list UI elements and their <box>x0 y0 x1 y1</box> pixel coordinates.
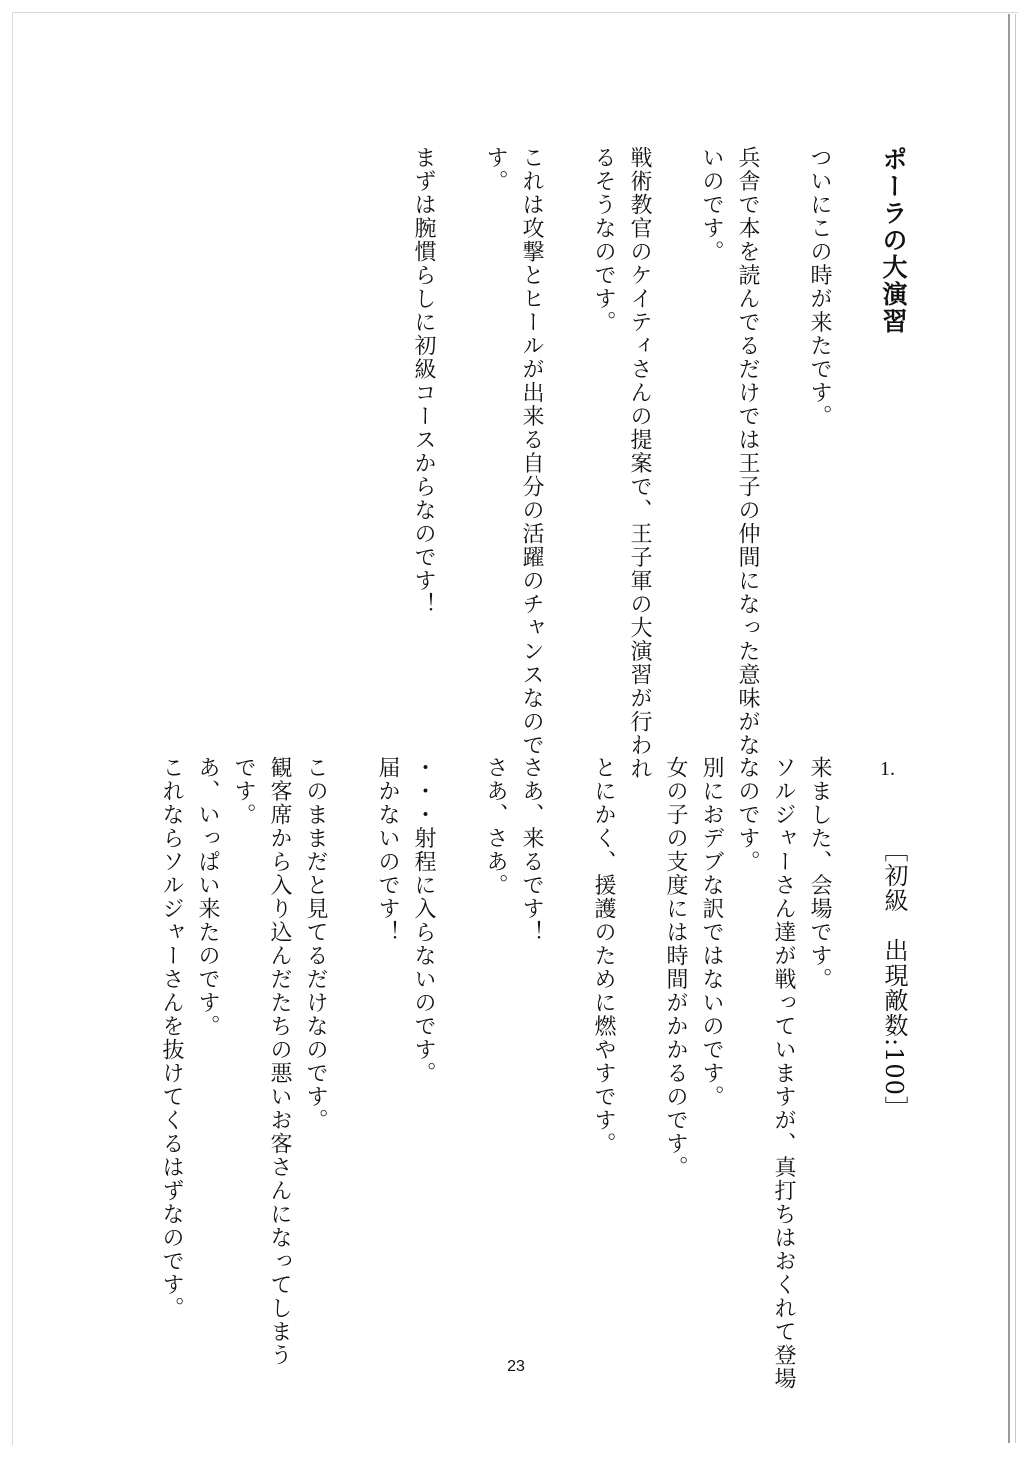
page-border-top <box>12 12 1018 13</box>
body-line: ソルジャーさん達が戦っていますが、真打ちはおくれて登場 <box>771 756 796 1391</box>
document-title: ポーラの大演習 <box>879 146 908 335</box>
page-border-left <box>12 12 13 1445</box>
body-line: です。 <box>231 756 256 827</box>
body-line: す。 <box>483 146 508 193</box>
body-line: いのです。 <box>699 146 724 264</box>
body-line: このままだと見てるだけなのです。 <box>303 756 328 1132</box>
section-heading: ［初級 出現敵数:100］ <box>880 838 908 1121</box>
page-border-right-inner <box>1015 14 1016 1443</box>
body-line: とにかく、援護のために燃やすです。 <box>591 756 616 1156</box>
body-line: 観客席から入り込んだたちの悪いお客さんになってしまう <box>267 756 292 1367</box>
body-line: 来ました、会場です。 <box>807 756 832 991</box>
page-number: 23 <box>507 1358 525 1375</box>
body-line: ついにこの時が来たです。 <box>807 146 832 428</box>
body-line: 別におデブな訳ではないのです。 <box>699 756 724 1109</box>
section-number: 1. <box>880 758 895 780</box>
page-border-right <box>1008 14 1010 1443</box>
body-line: るそうなのです。 <box>591 146 616 334</box>
body-line: あ、いっぱい来たのです。 <box>195 756 220 1038</box>
body-line: ・・・射程に入らないのです。 <box>411 756 436 1085</box>
body-line: これならソルジャーさんを抜けてくるはずなのです。 <box>159 756 184 1320</box>
body-line: なのです。 <box>735 756 760 874</box>
body-line: さあ、来るです！ <box>519 756 544 944</box>
body-line: これは攻撃とヒールが出来る自分の活躍のチャンスなので <box>519 146 544 757</box>
body-line: 戦術教官のケイティさんの提案で、王子軍の大演習が行われ <box>627 146 652 781</box>
body-line: さあ、さあ。 <box>483 756 508 897</box>
body-line: 届かないのです！ <box>375 756 400 944</box>
body-line: 兵舎で本を読んでるだけでは王子の仲間になった意味がな <box>735 146 760 757</box>
body-line: 女の子の支度には時間がかかるのです。 <box>663 756 688 1179</box>
body-line: まずは腕慣らしに初級コースからなのです！ <box>411 146 436 616</box>
